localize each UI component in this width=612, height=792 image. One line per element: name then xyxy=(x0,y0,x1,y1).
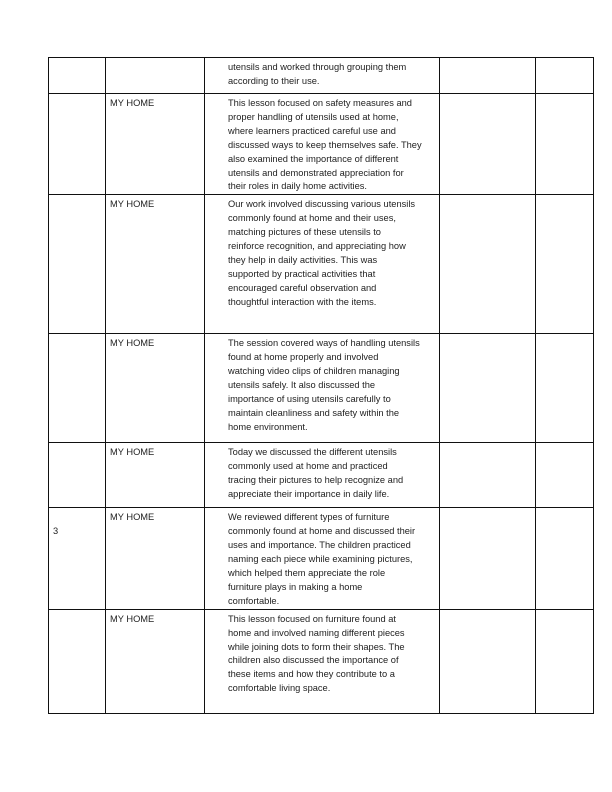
description-line: utensils and worked through grouping them xyxy=(228,62,407,72)
description-line: while joining dots to form their shapes. The xyxy=(228,641,405,652)
description-line: commonly used at home and practiced xyxy=(228,461,388,472)
topic-cell: MY HOME xyxy=(106,609,205,713)
empty-cell xyxy=(536,195,594,334)
description-cell xyxy=(205,195,440,334)
description-line: This lesson focused on safety measures and xyxy=(228,98,412,108)
empty-cell xyxy=(440,195,536,334)
description-line: home environment. xyxy=(228,421,308,432)
week-cell xyxy=(49,195,106,334)
empty-cell xyxy=(440,443,536,508)
week-cell xyxy=(49,443,106,508)
description-line: comfortable. xyxy=(228,595,280,606)
empty-cell xyxy=(536,508,594,609)
description-line: discussed ways to keep themselves safe. They xyxy=(228,139,422,150)
description-line: importance of using utensils carefully to xyxy=(228,393,391,404)
description-line: these items and how they contribute to a xyxy=(228,669,395,680)
empty-cell xyxy=(440,58,536,94)
table-row xyxy=(49,94,594,195)
description-line: This lesson focused on furniture found at xyxy=(228,613,396,624)
description-line: proper handling of utensils used at home, xyxy=(228,111,399,122)
week-cell xyxy=(49,58,106,94)
empty-cell xyxy=(440,334,536,443)
description-line: comfortable living space. xyxy=(228,683,331,694)
table-row xyxy=(49,58,594,94)
description-line: according to their use. xyxy=(228,75,320,86)
topic-cell: MY HOME xyxy=(106,195,205,334)
description-line: they help in daily activities. This was xyxy=(228,254,378,265)
table-row xyxy=(49,609,594,713)
empty-cell xyxy=(536,58,594,94)
description-line: encouraged careful observation and xyxy=(228,282,377,293)
table-row xyxy=(49,195,594,334)
week-cell: 3 xyxy=(49,508,106,609)
table-row xyxy=(49,508,594,609)
description-line: supported by practical activities that xyxy=(228,268,376,279)
description-line: tracing their pictures to help recognize and xyxy=(228,475,404,486)
topic-cell xyxy=(106,58,205,94)
description-line: thoughtful interaction with the items. xyxy=(228,296,377,307)
description-cell xyxy=(205,94,440,195)
description-line: reinforce recognition, and appreciating how xyxy=(228,241,406,252)
description-line: their roles in daily home activities. xyxy=(228,181,367,192)
description-cell xyxy=(205,508,440,609)
description-line: found at home properly and involved xyxy=(228,352,379,363)
description-cell xyxy=(205,443,440,508)
description-cell xyxy=(205,334,440,443)
empty-cell xyxy=(440,94,536,195)
description-line: The session covered ways of handling utensils xyxy=(228,338,420,349)
description-line: matching pictures of these utensils to xyxy=(228,227,381,238)
description-line: also examined the importance of different xyxy=(228,153,399,164)
description-line: appreciate their importance in daily life. xyxy=(228,489,390,500)
topic-cell: MY HOME xyxy=(106,508,205,609)
description-line: commonly found at home and their uses, xyxy=(228,213,396,224)
empty-cell xyxy=(440,609,536,713)
description-line: Today we discussed the different utensils xyxy=(228,447,397,458)
description-line: where learners practiced careful use and xyxy=(228,125,396,136)
description-line: utensils and demonstrated appreciation for xyxy=(228,167,404,178)
table-row xyxy=(49,443,594,508)
description-line: Our work involved discussing various utensils xyxy=(228,199,416,210)
topic-cell: MY HOME xyxy=(106,443,205,508)
description-line: maintain cleanliness and safety within the xyxy=(228,407,400,418)
description-line: home and involved naming different pieces xyxy=(228,627,405,638)
empty-cell xyxy=(536,334,594,443)
week-cell xyxy=(49,94,106,195)
empty-cell xyxy=(536,443,594,508)
week-cell xyxy=(49,609,106,713)
description-cell xyxy=(205,609,440,713)
topic-cell: MY HOME xyxy=(106,94,205,195)
description-line: uses and importance. The children practiced xyxy=(228,540,411,551)
empty-cell xyxy=(440,508,536,609)
description-line: which helped them appreciate the role xyxy=(228,567,386,578)
week-cell xyxy=(49,334,106,443)
table-row xyxy=(49,334,594,443)
empty-cell xyxy=(536,94,594,195)
description-line: watching video clips of children managing xyxy=(228,366,400,377)
description-line: We reviewed different types of furniture xyxy=(228,512,390,523)
description-line: naming each piece while examining pictures, xyxy=(228,554,413,565)
lesson-notes-table xyxy=(48,57,594,714)
empty-cell xyxy=(536,609,594,713)
description-line: utensils safely. It also discussed the xyxy=(228,380,376,391)
description-line: commonly found at home and discussed their xyxy=(228,526,416,537)
topic-cell: MY HOME xyxy=(106,334,205,443)
description-line: children also discussed the importance of xyxy=(228,655,399,666)
description-cell xyxy=(205,58,440,94)
description-line: furniture plays in making a home xyxy=(228,581,363,592)
